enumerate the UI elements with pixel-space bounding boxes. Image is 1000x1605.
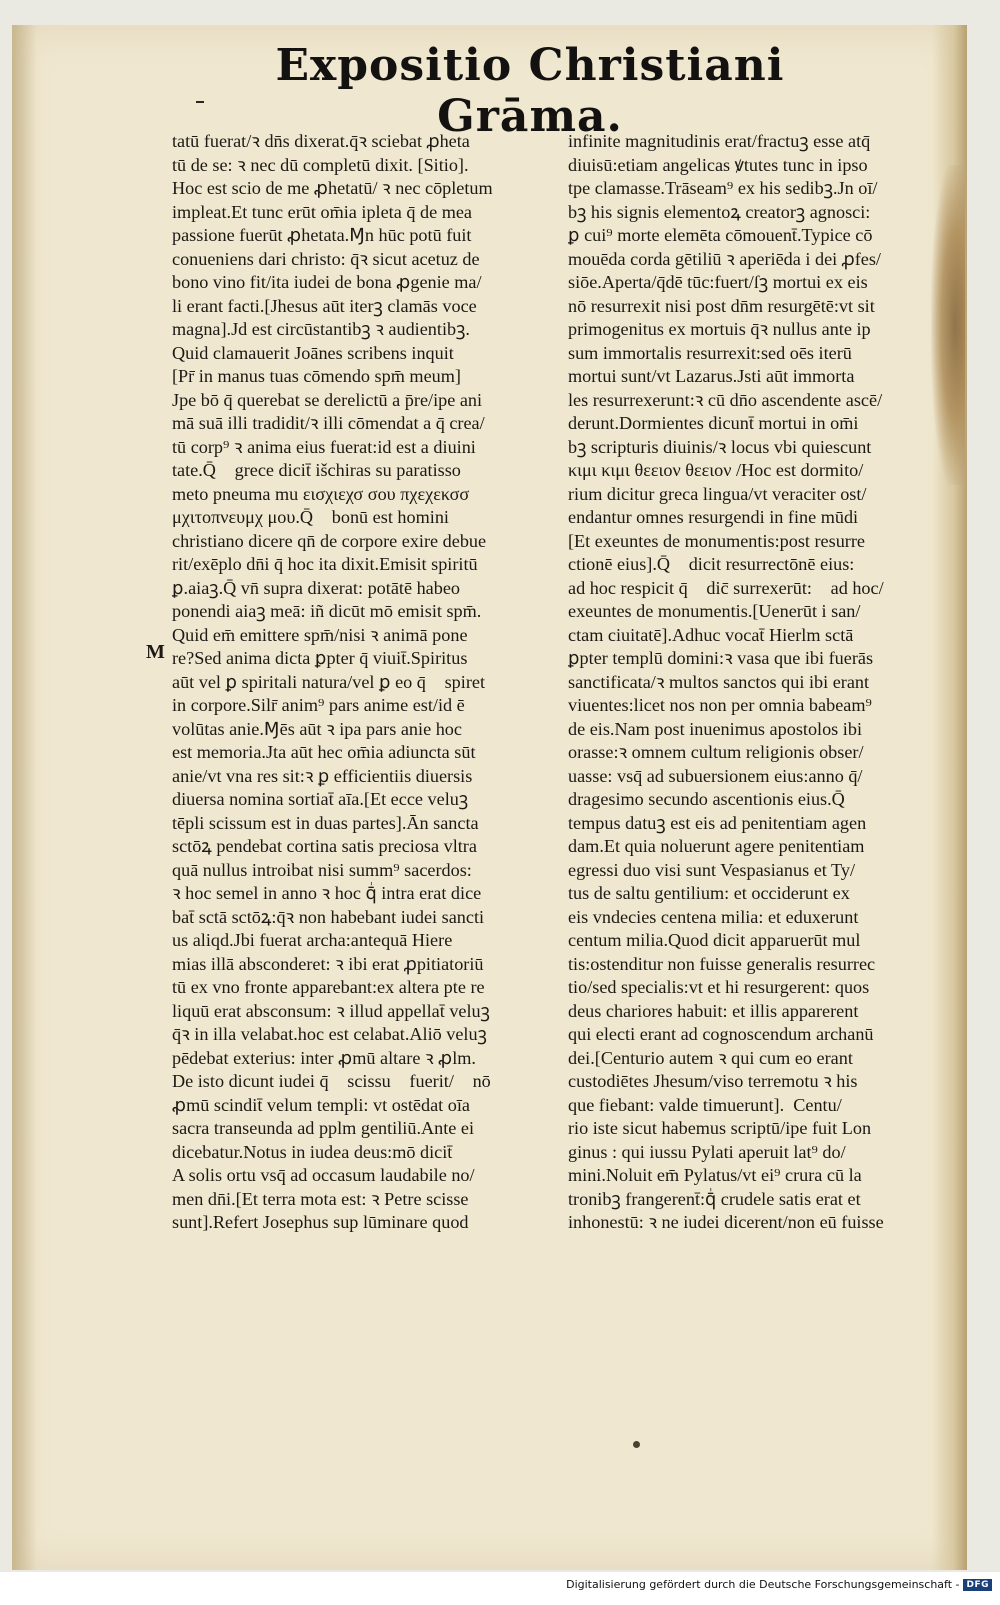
text-line: uasse: vsq̄ ad subuersionem eius:anno q̄/	[568, 765, 863, 786]
text-line: egressi duo visi sunt Vespasianus et Ty/	[568, 859, 856, 880]
text-line: nō resurrexit nisi post dn̄m resurgētē:vt sit	[568, 295, 875, 316]
text-line: tio/sed specialis:vt et hi resurgerent: quos	[568, 977, 870, 997]
text-line: meto pneuma mu εισχιεχσ σου πχεχεκσσ	[172, 483, 470, 504]
text-line: tronibꝫ frangerent̄:q̄ᷝ crudele satis erat et	[568, 1188, 861, 1209]
text-line: orasse:ꝛ omnem cultum religionis obser/	[568, 742, 864, 762]
text-line: sanctificata/ꝛ multos sanctos qui ibi erant	[568, 671, 870, 692]
text-line: in corpore.Silr̄ anim⁹ pars anime est/id ē	[172, 695, 465, 715]
text-line: diuersa nomina sortiat̄ aīa.[Et ecce veluꝫ	[172, 789, 469, 809]
text-line: impleat.Et tunc erūt om̄ia ipleta q̄ de mea	[172, 201, 472, 222]
text-line: sum immortalis resurrexit:sed oēs iterū	[568, 342, 852, 363]
text-line: rium dicitur greca lingua/vt veraciter ost/	[568, 483, 867, 504]
text-line: ꝑpter templū domini:ꝛ vasa que ibi fuerās	[568, 648, 874, 668]
text-line: us aliqd.Jbi fuerat archa:antequā Hiere	[172, 930, 453, 950]
text-line: men dn̄i.[Et terra mota est: ꝛ Petre scisse	[172, 1188, 469, 1209]
text-line: ꝑ cui⁹ morte elemēta cōmouent̄.Typice cō	[568, 225, 873, 245]
text-line: passione fuerūt ꝓhetata.Ɱn hūc potū fuit	[172, 225, 472, 245]
text-line: eis vndecies centena milia: et eduxerunt	[568, 906, 859, 927]
text-line: deus chariores habuit: et illis apparerent	[568, 1000, 859, 1021]
text-line: [Pr̄ in manus tuas cōmendo spm̄ meum]	[172, 366, 461, 386]
text-line: ctionē eius].Q̄ᷝ dicit resurrectōnē eius:ꝛ	[568, 554, 869, 574]
text-line: μχιτοπνευμχ μου.Q̄ᷝ bonū est homini	[172, 507, 449, 527]
text-line: christiano dicere qn̄ de corpore exire debue	[172, 530, 487, 551]
text-line: ponendi aiaꝫ meā: iñ dicūt mō emisit spm̄.	[172, 601, 482, 621]
text-line: mā suā illi tradidit/ꝛ illi cōmendat a q̄ crea/	[172, 413, 485, 433]
running-header: Expositio Christiani Grāma.	[275, 40, 785, 142]
text-line: mias illā absconderet: ꝛ ibi erat ꝓpitiatoriū	[172, 953, 484, 974]
text-line: que fiebant: valde timuerunt]. Centu/	[568, 1094, 842, 1115]
text-line: q̄ꝛ in illa velabat.hoc est celabat.Aliō veluꝫ	[172, 1024, 487, 1044]
text-line: tēpli scissum est in duas partes].Ān sancta	[172, 812, 479, 833]
text-line: ad hoc respicit q̄ᷝ dic̄ surrexerūt:ꝛ ad hoc/	[568, 577, 884, 598]
text-line: Hoc est scio de me ꝓhetatū/ ꝛ nec cōpletum	[172, 178, 493, 198]
text-line: diuisū:etiam angelicas ꝟtutes tunc in ipso	[568, 154, 868, 175]
text-line: Jpe bō q̄ querebat se derelictū a p̄re/ipe ani	[172, 389, 483, 410]
text-line: mortui sunt/vt Lazarus.Jsti aūt immorta	[568, 366, 855, 386]
text-line: dei.[Centurio autem ꝛ qui cum eo erant	[568, 1047, 853, 1068]
text-line: κιμι κιμι θεειον θεειον /Hoc est dormito/	[568, 460, 864, 480]
text-line: qui electi erant ad cognoscendum archanū	[568, 1024, 874, 1044]
text-line: ꝓmū scindit̄ velum templi: vt ostēdat oīa	[172, 1094, 470, 1115]
left-text-column	[172, 130, 547, 1235]
page-dot-mark	[633, 1441, 640, 1448]
text-line: tū corp⁹ ꝛ anima eius fuerat:id est a diuini	[172, 436, 476, 457]
dfg-logo: DFG	[963, 1579, 992, 1591]
footer-credit	[566, 1578, 992, 1591]
text-line: rit/exēplo dn̄i q̄ hoc ita dixit.Emisit spiritū	[172, 554, 478, 574]
text-line: siōe.Aperta/q̄dē tūc:fuert/ſꝫ mortui ex eis	[568, 272, 868, 292]
text-line: sunt].Refert Josephus sup lūminare quod	[172, 1212, 469, 1232]
text-line: bono vino fit/ita iudei de bona ꝓgenie ma/	[172, 272, 482, 292]
text-line: bꝫ his signis elementoꝝ creatorꝫ agnosci:	[568, 201, 871, 222]
text-line: tempus datuꝫ est eis ad penitentiam agen	[568, 812, 867, 833]
text-line: tatū fuerat/ꝛ dn̄s dixerat.q̄ꝛ sciebat ꝓheta	[172, 131, 470, 151]
text-line: bat̄ sctā sctōꝝ:q̄ꝛ non habebant iudei sancti	[172, 906, 485, 927]
text-line: magna].Jd est circūstantibꝫ ꝛ audientibꝫ.	[172, 319, 470, 339]
text-line: Quid em̄ emittere spm̄/nisi ꝛ animā pone	[172, 624, 468, 645]
text-line: volūtas anie.Ɱēs aūt ꝛ ipa pars anie hoc	[172, 718, 462, 739]
text-line: sacra transeunda ad pplm gentiliū.Ante ei	[172, 1118, 475, 1138]
text-line: centum milia.Quod dicit apparuerūt mul	[568, 930, 861, 950]
footer-text: Digitalisierung gefördert durch die Deutsche Forschungsgemeinschaft -	[566, 1578, 960, 1591]
text-line: de eis.Nam post inuenimus apostolos ibi	[568, 718, 863, 739]
text-line: tate.Q̄ᷝ grece dicit̄ išchiras su paratisso	[172, 460, 461, 480]
text-line: tū ex vno fronte apparebant:ex altera pte re	[172, 977, 485, 997]
text-line: sctōꝝ pendebat cortina satis preciosa vltra	[172, 836, 477, 856]
text-line: dicebatur.Notus in iudea deus:mō dicit̄	[172, 1141, 453, 1162]
text-line: tis:ostenditur non fuisse generalis resurrec	[568, 953, 876, 974]
text-line: les resurrexerunt:ꝛ cū dn̄o ascendente ascē/	[568, 389, 883, 410]
header-dash-mark	[196, 101, 204, 103]
text-line: ꝛ hoc semel in anno ꝛ hoc q̄ᷝ intra erat dice	[172, 883, 482, 903]
text-line: pēdebat exterius: inter ꝓmū altare ꝛ ꝓlm.	[172, 1047, 476, 1068]
text-line: conueniens dari christo: q̄ꝛ sicut acetuz de	[172, 248, 480, 269]
right-text-column	[568, 130, 940, 1235]
text-line: quā nullus introibat nisi summ⁹ sacerdos:	[172, 859, 472, 880]
text-line: tus de saltu gentilium: et occiderunt ex	[568, 883, 850, 903]
text-line: mini.Noluit em̄ Pylatus/vt ei⁹ crura cū la	[568, 1165, 862, 1185]
text-line: endantur omnes resurgendi in fine mūdi	[568, 507, 859, 527]
text-line: tū de se: ꝛ nec dū completū dixit. [Sitio].	[172, 154, 469, 175]
text-line: tpe clamasse.Trāseam⁹ ex his sedibꝫ.Jn oī/	[568, 178, 878, 198]
text-line: bꝫ scripturis diuinis/ꝛ locus vbi quiescunt	[568, 436, 872, 457]
text-line: Quid clamauerit Joānes scribens inquit	[172, 342, 454, 363]
text-line: infinite magnitudinis erat/fractuꝫ esse atq̄	[568, 131, 871, 151]
text-line: aūt vel ꝑ spiritali natura/vel ꝑ eo q̄ᷝ spiret	[172, 671, 485, 692]
text-line: dragesimo secundo ascentionis eius.Q̄ᷝ	[568, 789, 859, 809]
text-line: liquū erat absconsum: ꝛ illud appellat̄ veluꝫ	[172, 1000, 490, 1021]
text-line: anie/vt vna res sit:ꝛ ꝑ efficientiis diuersis	[172, 765, 473, 786]
text-line: viuentes:licet nos non per omnia babeam⁹	[568, 695, 872, 715]
gutter-shadow	[12, 25, 37, 1570]
text-line: custodiētes Jhesum/viso terremotu ꝛ his	[568, 1071, 858, 1091]
text-line: ginus : qui iussu Pylati aperuit lat⁹ do/	[568, 1141, 846, 1162]
text-line: inhonestū: ꝛ ne iudei dicerent/non eū fuisse	[568, 1212, 884, 1232]
text-line: derunt.Dormientes dicunt̄ mortui in om̄i	[568, 413, 859, 433]
text-line: primogenitus ex mortuis q̄ꝛ nullus ante ip	[568, 319, 871, 339]
margin-note: M	[146, 641, 165, 663]
text-line: re?Sed anima dicta ꝑpter q̄ viuit̄.Spiritus	[172, 648, 468, 668]
text-line: A solis ortu vsq̄ ad occasum laudabile no/	[172, 1165, 475, 1185]
text-line: exeuntes de monumentis.[Uenerūt i san/	[568, 601, 861, 621]
text-line: ctam ciuitatē].Adhuc vocat̄ Hierlm sctā	[568, 624, 854, 645]
text-line: [Et exeuntes de monumentis:post resurre	[568, 530, 865, 551]
text-line: est memoria.Jta aūt hec om̄ia adiuncta sūt	[172, 742, 476, 762]
text-line: ꝑ.aiaꝫ.Q̄ vn̄ supra dixerat: potātē habeo	[172, 577, 460, 598]
text-line: De isto dicunt iudei q̄ᷝ scissuꝫ fuerit/ꝛ nō	[172, 1071, 491, 1091]
text-line: rio iste sicut habemus scriptū/ipe fuit Lon	[568, 1118, 872, 1138]
text-line: dam.Et quia noluerunt agere penitentiam	[568, 836, 865, 856]
text-line: li erant facti.[Jhesus aūt iterꝫ clamās voce	[172, 295, 477, 316]
text-line: mouēda corda gētiliū ꝛ aperiēda i dei ꝓfes/	[568, 248, 881, 269]
